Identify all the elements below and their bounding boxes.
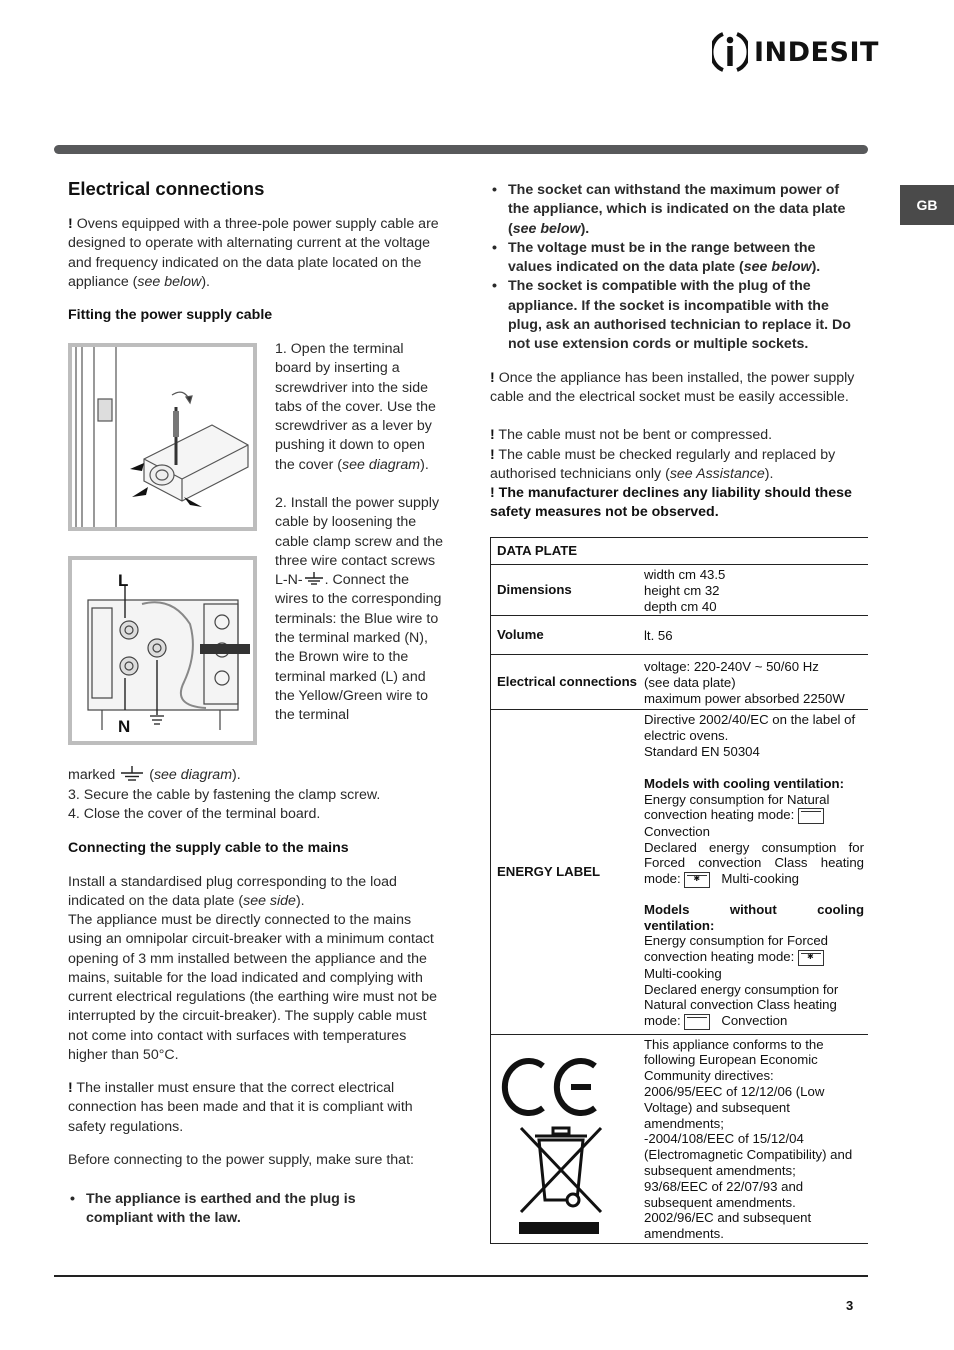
ce-mark-icon <box>505 1061 595 1113</box>
socket-checklist <box>490 181 862 355</box>
mains-heading: Connecting the supply cable to the mains <box>68 840 349 856</box>
fitting-step-3: 3. Secure the cable by fastening the clamp screw. <box>68 787 381 803</box>
data-plate-header: DATA PLATE <box>491 538 640 565</box>
natural-convection-icon <box>684 1014 710 1030</box>
intro-paragraph: ! Ovens equipped with a three-pole power supply cable are designed to operate with alternating current at the voltage and frequency indicated on the data plate located on the appliance (see below). <box>68 216 439 290</box>
table-row: This appliance conforms to the following European Economic Community directives: 2006/95/EEC of 12/12/06 (Low Voltage) and subsequent amendments; -2004/108/EEC of 15/12/04 (Electromagnetic Compatibility) and subsequent amendments; 93/68/EEC of 22/07/93 and subsequent amendments. 2002/96/EC and subsequent amendments. <box>491 1034 869 1243</box>
neutral-terminal-label: N <box>118 717 131 736</box>
list-item: • The socket can withstand the maximum power of the appliance, which is indicated on the data plate (see below). <box>490 181 862 239</box>
earth-symbol-icon <box>303 572 325 586</box>
indesit-logo <box>712 30 879 74</box>
note-accessible: ! Once the appliance has been installed, the power supply cable and the electrical socket must be easily accessible. <box>490 370 855 406</box>
fitting-step-2-continued: marked (see diagram). <box>68 767 241 783</box>
table-row <box>491 538 869 565</box>
fitting-step-2: 2. Install the power supply cable by loosening the cable clamp screw and the three wire contact screws L-N- . Connect the wires to the corresponding terminals: the Blue wire to the terminal marked (N), the Brown wire to the terminal marked (L) and the Yellow/Green wire to the terminal <box>275 495 443 724</box>
certification-marks <box>491 1034 640 1243</box>
mains-warning: ! The installer must ensure that the correct electrical connection has been made and that it is compliant with safety regulations. <box>68 1080 413 1135</box>
brand-name: INDESIT <box>754 36 879 68</box>
earth-symbol-icon <box>119 766 145 782</box>
table-row: Dimensions width cm 43.5 height cm 32 depth cm 40 <box>491 565 869 616</box>
liability-disclaimer: ! The manufacturer declines any liability should these safety measures not be observed. <box>490 485 852 521</box>
natural-convection-icon <box>798 808 824 824</box>
list-item: • The socket is compatible with the plug of the appliance. If the socket is incompatible with the plug, ask an authorised technician to replace it. Do not use extension cords or multiple sockets. <box>490 277 862 354</box>
footer-divider <box>54 1275 868 1277</box>
mains-paragraph-4: Before connecting to the power supply, make sure that: <box>68 1152 414 1168</box>
mains-checklist <box>68 1190 378 1229</box>
table-row: ENERGY LABEL Directive 2002/40/EC on the label of electric ovens. Standard EN 50304 Models with cooling ventilation: Energy consumption for Natural convection heating mode: Convection Declared energy consumption for Forced convection Class heating mode: ✱ Multi-cooking Models without cooling ventilation: Energy consumption for Forced convection heating mode: ✱ Multi-cooking Declared energy consumption for Natural convection Class heating mode: Convection <box>491 710 869 1034</box>
data-plate-table <box>490 537 868 1244</box>
mains-paragraph-2: The appliance must be directly connected to the mains using an omnipolar circuit-breaker with a minimum contact opening of 3 mm installed between the appliance and the mains, suitable for the load indicated and complying with current electrical regulations (the earthing wire must not be interrupted by the circuit-breaker). The supply cable must not come into contact with surfaces with temperatures higher than 50°C. <box>68 912 438 1064</box>
terminal-wiring-diagram <box>68 556 257 745</box>
terminal-board-cover-diagram <box>68 343 257 531</box>
fitting-step-4: 4. Close the cover of the terminal board. <box>68 806 321 822</box>
fitting-step-1: 1. Open the terminal board by inserting a screwdriver into the side tabs of the cover. Use the screwdriver as a lever by pushing it down to open the cover (see diagram). <box>275 341 436 473</box>
weee-crossed-bin-icon <box>521 1128 601 1212</box>
line-terminal-label: L <box>118 571 129 590</box>
forced-convection-icon <box>684 872 710 888</box>
header-divider <box>54 145 868 154</box>
weee-bar-icon <box>519 1222 599 1234</box>
forced-convection-icon <box>798 950 824 966</box>
table-row: Volume lt. 56 <box>491 616 869 655</box>
fitting-heading: Fitting the power supply cable <box>68 307 273 323</box>
list-item: • The voltage must be in the range between the values indicated on the data plate (see below). <box>490 239 862 278</box>
page-title: Electrical connections <box>68 178 265 199</box>
list-item: • The appliance is earthed and the plug is compliant with the law. <box>68 1190 378 1229</box>
table-row: Electrical connections voltage: 220-240V ~ 50/60 Hz (see data plate) maximum power absorbed 2250W <box>491 655 869 710</box>
mains-paragraph-1: Install a standardised plug corresponding to the load indicated on the data plate (see side). <box>68 874 397 910</box>
page-number: 3 <box>846 1298 854 1313</box>
note-cable-checked: ! The cable must be checked regularly and replaced by authorised technicians only (see Assistance). <box>490 447 836 483</box>
indesit-logo-mark-icon <box>712 30 748 74</box>
language-tab: GB <box>900 185 954 225</box>
note-cable-bent: ! The cable must not be bent or compressed. <box>490 427 773 443</box>
